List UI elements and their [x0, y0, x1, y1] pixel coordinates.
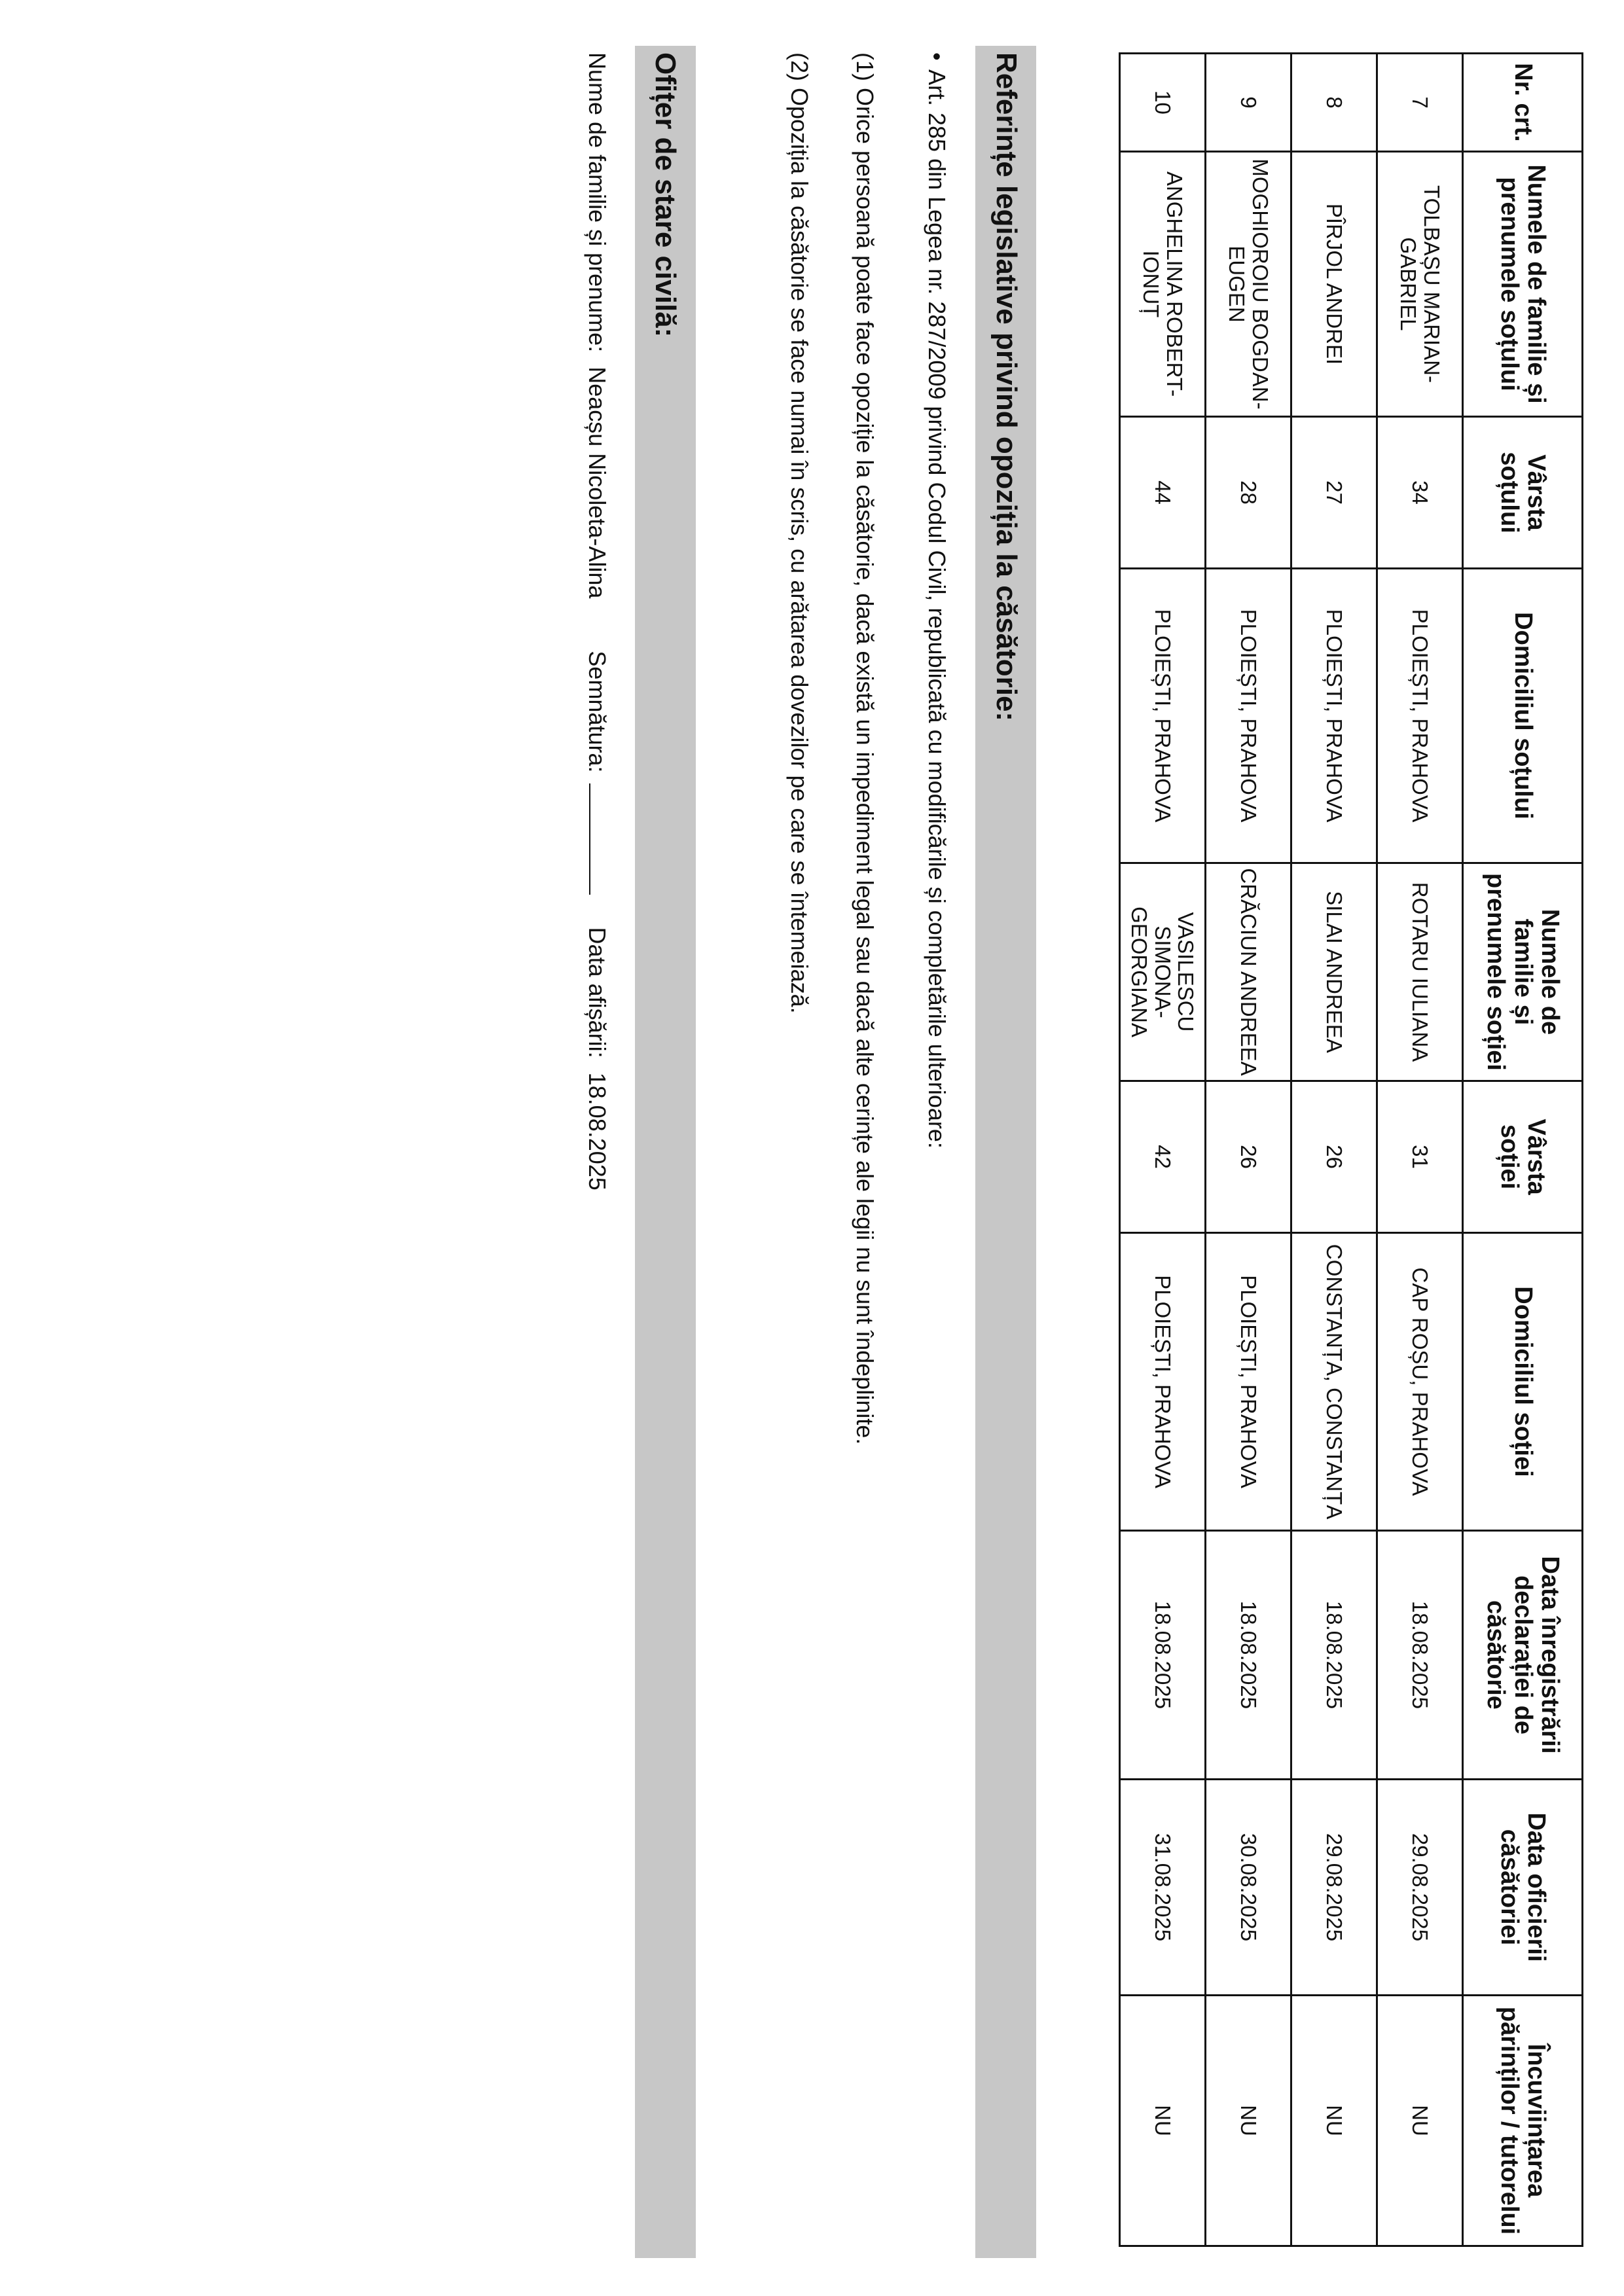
cell-wife-home: PLOIEȘTI, PRAHOVA: [1120, 1233, 1206, 1531]
table-row: [1377, 54, 1463, 2246]
col-header-marriage-date: Data oficierii căsătoriei: [1463, 1780, 1583, 1996]
cell-wife-home: PLOIEȘTI, PRAHOVA: [1206, 1233, 1291, 1531]
cell-nr: 8: [1291, 54, 1377, 152]
cell-declaration-date: 18.08.2025: [1377, 1531, 1463, 1780]
cell-wife-age: 42: [1120, 1081, 1206, 1233]
signature-line: [589, 783, 610, 895]
col-header-husband-name: Numele de familie și prenumele soțului: [1463, 152, 1583, 417]
legal-article-text: Art. 285 din Legea nr. 287/2009 privind Codul Civil, republicată cu modificările și completările ulterioare:: [924, 69, 950, 1149]
cell-husband-name: PÎRJOL ANDREI: [1291, 152, 1377, 417]
table-row: [1206, 54, 1291, 2246]
cell-wife-age: 26: [1206, 1081, 1291, 1233]
col-header-husband-home: Domiciliul soțului: [1463, 569, 1583, 863]
col-header-husband-age: Vârsta soțului: [1463, 417, 1583, 569]
cell-husband-name: MOGHIOROIU BOGDAN-EUGEN: [1206, 152, 1291, 417]
cell-parental-consent: NU: [1120, 1996, 1206, 2246]
cell-wife-age: 26: [1291, 1081, 1377, 1233]
table-header-row: [1463, 54, 1583, 2246]
cell-marriage-date: 29.08.2025: [1377, 1780, 1463, 1996]
col-header-parental-consent: Încuviințarea părinților / tutorelui: [1463, 1996, 1583, 2246]
officer-title: Ofițer de stare civilă:: [649, 52, 681, 338]
legal-paragraph-2: (2) Opoziția la căsătorie se face numai în scris, cu arătarea dovezilor pe care se întemeiază.: [786, 52, 813, 1014]
cell-wife-name: CRĂCIUN ANDREEA: [1206, 863, 1291, 1081]
cell-nr: 9: [1206, 54, 1291, 152]
officer-name: Neacșu Nicoleta-Alina: [584, 367, 611, 599]
cell-husband-age: 27: [1291, 417, 1377, 569]
cell-declaration-date: 18.08.2025: [1291, 1531, 1377, 1780]
table-row: [1291, 54, 1377, 2246]
cell-declaration-date: 18.08.2025: [1206, 1531, 1291, 1780]
cell-marriage-date: 31.08.2025: [1120, 1780, 1206, 1996]
cell-wife-name: ROTARU IULIANA: [1377, 863, 1463, 1081]
posting-date-label: Data afișării:: [584, 927, 611, 1058]
officer-band: [635, 46, 696, 2258]
cell-husband-home: PLOIEȘTI, PRAHOVA: [1291, 569, 1377, 863]
legal-article: [924, 52, 950, 1149]
cell-husband-home: PLOIEȘTI, PRAHOVA: [1377, 569, 1463, 863]
signature-label: Semnătura:: [584, 651, 611, 773]
cell-wife-home: CONSTANȚA, CONSTANȚA: [1291, 1233, 1377, 1531]
cell-husband-name: TOLBAȘU MARIAN-GABRIEL: [1377, 152, 1463, 417]
cell-husband-age: 34: [1377, 417, 1463, 569]
cell-nr: 7: [1377, 54, 1463, 152]
col-header-wife-home: Domiciliul soției: [1463, 1233, 1583, 1531]
officer-signature-row: [583, 52, 611, 1191]
col-header-wife-age: Vârsta soției: [1463, 1081, 1583, 1233]
bullet-icon: •: [924, 52, 950, 61]
cell-wife-home: CAP ROȘU, PRAHOVA: [1377, 1233, 1463, 1531]
col-header-nr: Nr. crt.: [1463, 54, 1583, 152]
table-row: [1120, 54, 1206, 2246]
cell-husband-age: 28: [1206, 417, 1291, 569]
marriage-announcements-table: [1119, 52, 1583, 2247]
cell-marriage-date: 30.08.2025: [1206, 1780, 1291, 1996]
legal-paragraph-1: (1) Orice persoană poate face opoziție la căsătorie, dacă există un impediment legal sau dacă alte cerințe ale legii nu sunt îndeplinite.: [852, 52, 878, 1445]
col-header-wife-name: Numele de familie și prenumele soției: [1463, 863, 1583, 1081]
officer-name-label: Nume de familie și prenume:: [584, 52, 611, 353]
cell-husband-age: 44: [1120, 417, 1206, 569]
cell-husband-name: ANGHELINA ROBERT-IONUȚ: [1120, 152, 1206, 417]
cell-nr: 10: [1120, 54, 1206, 152]
cell-marriage-date: 29.08.2025: [1291, 1780, 1377, 1996]
cell-wife-age: 31: [1377, 1081, 1463, 1233]
cell-parental-consent: NU: [1377, 1996, 1463, 2246]
cell-declaration-date: 18.08.2025: [1120, 1531, 1206, 1780]
cell-husband-home: PLOIEȘTI, PRAHOVA: [1120, 569, 1206, 863]
cell-parental-consent: NU: [1206, 1996, 1291, 2246]
posting-date: 18.08.2025: [584, 1072, 611, 1191]
cell-wife-name: VASILESCU SIMONA-GEORGIANA: [1120, 863, 1206, 1081]
col-header-declaration-date: Data înregistrării declarației de căsătorie: [1463, 1531, 1583, 1780]
cell-wife-name: SILAI ANDREEA: [1291, 863, 1377, 1081]
cell-husband-home: PLOIEȘTI, PRAHOVA: [1206, 569, 1291, 863]
cell-parental-consent: NU: [1291, 1996, 1377, 2246]
legal-title: Referințe legislative privind opoziția la căsătorie:: [990, 52, 1022, 722]
